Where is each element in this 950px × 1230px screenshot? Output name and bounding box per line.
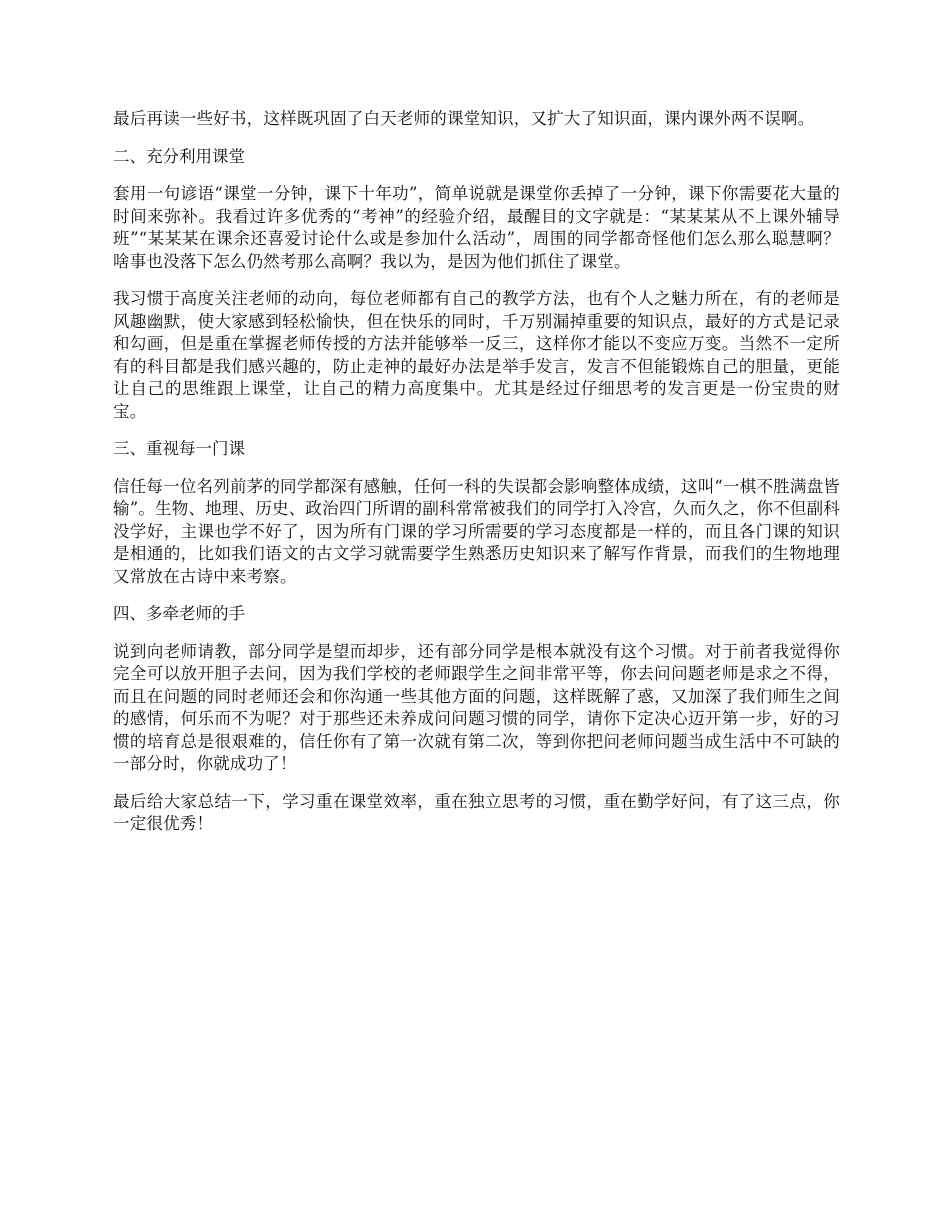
section-heading-3: 三、重视每一门课 (113, 439, 245, 458)
section-heading-2: 二、充分利用课堂 (113, 146, 245, 166)
document-page (113, 108, 840, 851)
section-heading-4: 四、多牵老师的手 (113, 604, 245, 623)
paragraph-ask-teacher: 说到向老师请教，部分同学是望而却步，还有部分同学是根本就没有这个习惯。对于前者我觉得你完全可以放开胆子去问，因为我们学校的老师跟学生之间非常平等，你去问问题老师是求之不得，而且在问题的同时老师还会和你沟通一些其他方面的问题，这样既解了惑，又加深了我们师生之间的感情，何乐而不为呢？对于那些还未养成问问题习惯的同学，请你下定决心迈开第一步，好的习惯的培育总是很艰难的，信任你有了第一次就有第二次，等到你把问老师问题当成生活中不可缺的一部分时，你就成功了！ (113, 641, 840, 773)
paragraph-summary: 最后给大家总结一下，学习重在课堂效率，重在独立思考的习惯，重在勤学好问，有了这三点，你一定很优秀！ (113, 791, 840, 833)
paragraph-classroom-1: 套用一句谚语“课堂一分钟，课下十年功”，简单说就是课堂你丢掉了一分钟，课下你需要花大量的时间来弥补。我看过许多优秀的“考神”的经验介绍，最醒目的文字就是：“某某某从不上课外辅导班”“某某某在课余还喜爱讨论什么或是参加什么活动”，周围的同学都奇怪他们怎么那么聪慧啊？啥事也没落下怎么仍然考那么高啊？我以为，是因为他们抓住了课堂。 (113, 184, 840, 271)
paragraph-every-subject: 信任每一位名列前茅的同学都深有感触，任何一科的失误都会影响整体成绩，这叫“一棋不胜满盘皆输”。生物、地理、历史、政治四门所谓的副科常常被我们的同学打入冷宫，久而久之，你不但副科没学好，主课也学不好了，因为所有门课的学习所需要的学习态度都是一样的，而且各门课的知识是相通的，比如我们语文的古文学习就需要学生熟悉历史知识来了解写作背景，而我们的生物地理又常放在古诗中来考察。 (113, 476, 840, 586)
paragraph-intro: 最后再读一些好书，这样既巩固了白天老师的课堂知识，又扩大了知识面，课内课外两不误啊。 (113, 109, 815, 128)
paragraph-classroom-2: 我习惯于高度关注老师的动向，每位老师都有自己的教学方法，也有个人之魅力所在，有的老师是风趣幽默，使大家感到轻松愉快，但在快乐的同时，千万别漏掉重要的知识点，最好的方式是记录和勾画，但是重在掌握老师传授的方法并能够举一反三，这样你才能以不变应万变。当然不一定所有的科目都是我们感兴趣的，防止走神的最好办法是举手发言，发言不但能锻炼自己的胆量，更能让自己的思维跟上课堂，让自己的精力高度集中。尤其是经过仔细思考的发言更是一份宝贵的财宝。 (113, 289, 840, 421)
